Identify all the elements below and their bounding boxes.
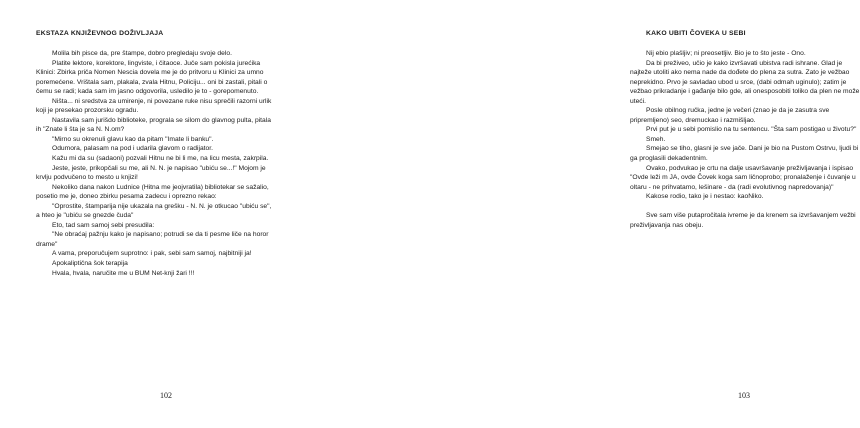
left-paragraph: "Oprostite, štamparija nije ukazala na grešku - N. N. je otkucao "ubiću se", a hteo je "ubiću se gnezde čuda" — [36, 202, 272, 220]
left-paragraph: Kažu mi da su (sadaoni) pozvali Hitnu ne bi li me, na licu mesta, zakrpila. — [52, 155, 269, 163]
left-paragraph: Odumora, palasam na pod i udarila glavom o radijator. — [52, 145, 213, 153]
left-paragraph: Eto, tad sam samoj sebi presudila: — [52, 221, 155, 229]
right-paragraph: Ovako, podvukao je crtu na dalje usavršavanje preživljavanja i ispisao "Ovde leži m JA, ovde Čovek koga sam ličnoprobo; pronalaženje i čuvanje u oltaru - ne prihvatamo, lešinare - da (radi evolutivnog napredovanja)" — [630, 164, 856, 191]
left-page — [0, 0, 300, 428]
left-paragraph: Ništa... ni sredstva za umirenje, ni povezane ruke nisu sprečili razorni urlik koji je presekao prozorsku ogradu. — [36, 97, 272, 115]
right-paragraph: Nij ebio plašljiv; ni preosetljiv. Bio je to što jeste - Ono. — [646, 50, 806, 57]
left-paragraph: Hvala, hvala, naručite me u BUM Net-knji žari !!! — [52, 269, 195, 277]
left-paragraph: Platite lektore, korektore, lingviste, i čitaoce. Juče sam pokisla jurećika Klinici: Zbirka priča Nomen Nescia dovela me je do pritvoru u Klinici za umno poremećene. Vrištala sam, plakala, zvala Hitnu, Policiju... oni bi zastali, pitali o čemu se radi; kada sam im jasno odgovorila, usledilo je to - gorepomenuto. — [36, 59, 268, 96]
left-page-number: 102 — [160, 391, 172, 400]
right-paragraph: Sve sam više putapročitala ivreme je da krenem sa izvršavanjem vežbi preživljavanja nas obeju. — [630, 212, 856, 229]
right-page — [300, 0, 860, 428]
left-paragraph: Molila bih pisce da, pre štampe, dobro pregledaju svoje delo. — [52, 50, 232, 57]
right-paragraph: Posle obilnog ručka, jedne je večeri (znao je da je zasutra sve pripremljeno) seo, dremuckao i razmišljao. — [630, 107, 830, 124]
left-paragraph: Nastavila sam jurišdo biblioteke, prograla se silom do glavnog pulta, pitala ih "Znate li šta je sa N. N.om? — [36, 116, 271, 134]
right-paragraph: Kakose rodio, tako je i nestao: kaoNiko. — [646, 193, 764, 201]
right-paragraph: Smeh. — [646, 135, 666, 143]
right-paragraph: Prvi put je u sebi pomislio na tu sentencu. "Šta sam postigao u životu?" — [646, 126, 857, 134]
left-paragraph: A vama, preporučujem suprotno: i pak, sebi sam samoj, najbitniji ja! — [52, 250, 252, 258]
left-column — [36, 30, 276, 278]
left-paragraph: Jeste, jeste, prikopčali su me, ali N. N. je napisao "ubiću se...!" Mojom je krvlju podvučeno to mesto u knjizi! — [36, 164, 266, 182]
left-page-title: EKSTAZA KNJIŽEVNOG DOŽIVLJAJA — [36, 30, 164, 37]
left-body-text — [36, 49, 276, 278]
right-page-number: 103 — [738, 391, 750, 400]
left-paragraph: "Ne obraćaj pažnju kako je napisano; potrudi se da ti pesme liče na horor drame" — [36, 231, 269, 248]
right-column — [630, 30, 860, 230]
right-body-text — [630, 49, 860, 230]
left-paragraph: Apokaliptična šok terapija — [52, 260, 128, 268]
right-page-title: KAKO UBITI ČOVEKA U SEBI — [646, 30, 746, 37]
left-paragraph: Nekoliko dana nakon Ludnice (Hitna me jeojvratila) bibliotekar se sažalio, posetio me je, doneo zbirku pesama zadecu i oprezno rekao: — [36, 183, 269, 201]
right-paragraph: Da bi preživeo, učio je kako izvršavati ubistva radi ishrane. Glad je najteže utoliti ako nema nade da dođete do plena za sutra. Zato je vežbao neprekidno. Prvo je savladao ubod u srce, (dabi odmah uginulo); zatim je vežbao prikradanje i gađanje bilo gde, ali onesposobiti toliko da plen ne može uteći. — [630, 59, 860, 105]
left-paragraph: "Mirno su okrenuli glavu kao da pitam "Imate li banku". — [52, 135, 214, 143]
right-paragraph: Smejao se tiho, glasni je sve jače. Dani je bio na Pustom Ostrvu, ljudi bi ga proglasili dekadentnim. — [630, 145, 859, 163]
